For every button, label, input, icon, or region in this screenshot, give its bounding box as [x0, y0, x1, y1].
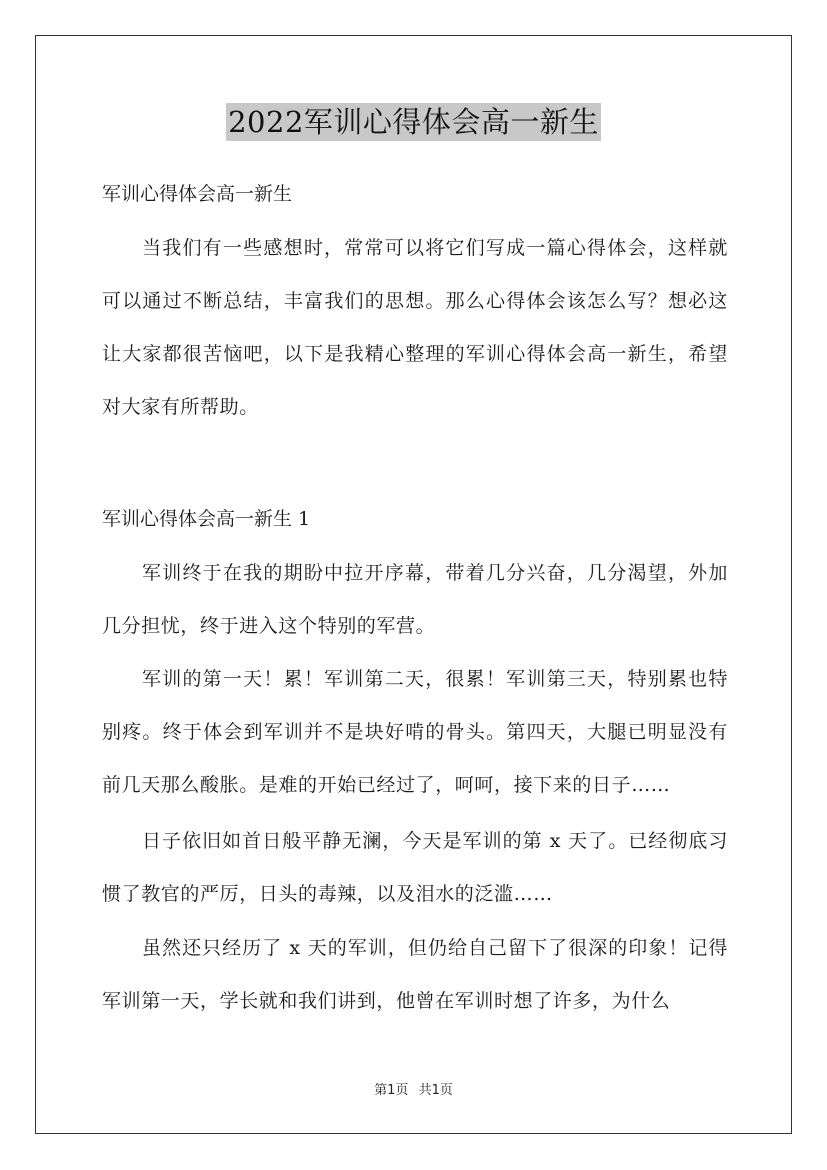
page-footer [0, 1082, 827, 1100]
paragraph: 军训的第一天！累！军训第二天，很累！军训第三天，特别累也特别疼。终于体会到军训并不是块好啃的骨头。第四天，大腿已明显没有前几天那么酸胀。是难的开始已经过了，呵呵，接下来的日子…… [102, 668, 728, 796]
page-total: 共1页 [418, 1083, 453, 1098]
page-number: 第1页 [374, 1083, 409, 1098]
document-title: 2022军训心得体会高一新生 [228, 105, 599, 139]
section-heading-intro: 军训心得体会高一新生 [102, 183, 293, 205]
paragraph: 虽然还只经历了 x 天的军训，但仍给自己留下了很深的印象！记得军训第一天，学长就和我们讲到，他曾在军训时想了许多，为什么 [102, 937, 728, 1012]
paragraph-intro: 当我们有一些感想时，常常可以将它们写成一篇心得体会，这样就可以通过不断总结，丰富我们的思想。那么心得体会该怎么写？想必这让大家都很苦恼吧，以下是我精心整理的军训心得体会高一新生，希望对大家有所帮助。 [102, 237, 728, 418]
paragraph: 日子依旧如首日般平静无澜，今天是军训的第 x 天了。已经彻底习惯了教官的严厉，日头的毒辣，以及泪水的泛滥…… [102, 830, 728, 905]
title-wrap [0, 103, 827, 141]
paragraph: 军训终于在我的期盼中拉开序幕，带着几分兴奋，几分渴望，外加几分担忧，终于进入这个特别的军营。 [102, 562, 728, 637]
section-heading-1: 军训心得体会高一新生 1 [102, 508, 311, 530]
